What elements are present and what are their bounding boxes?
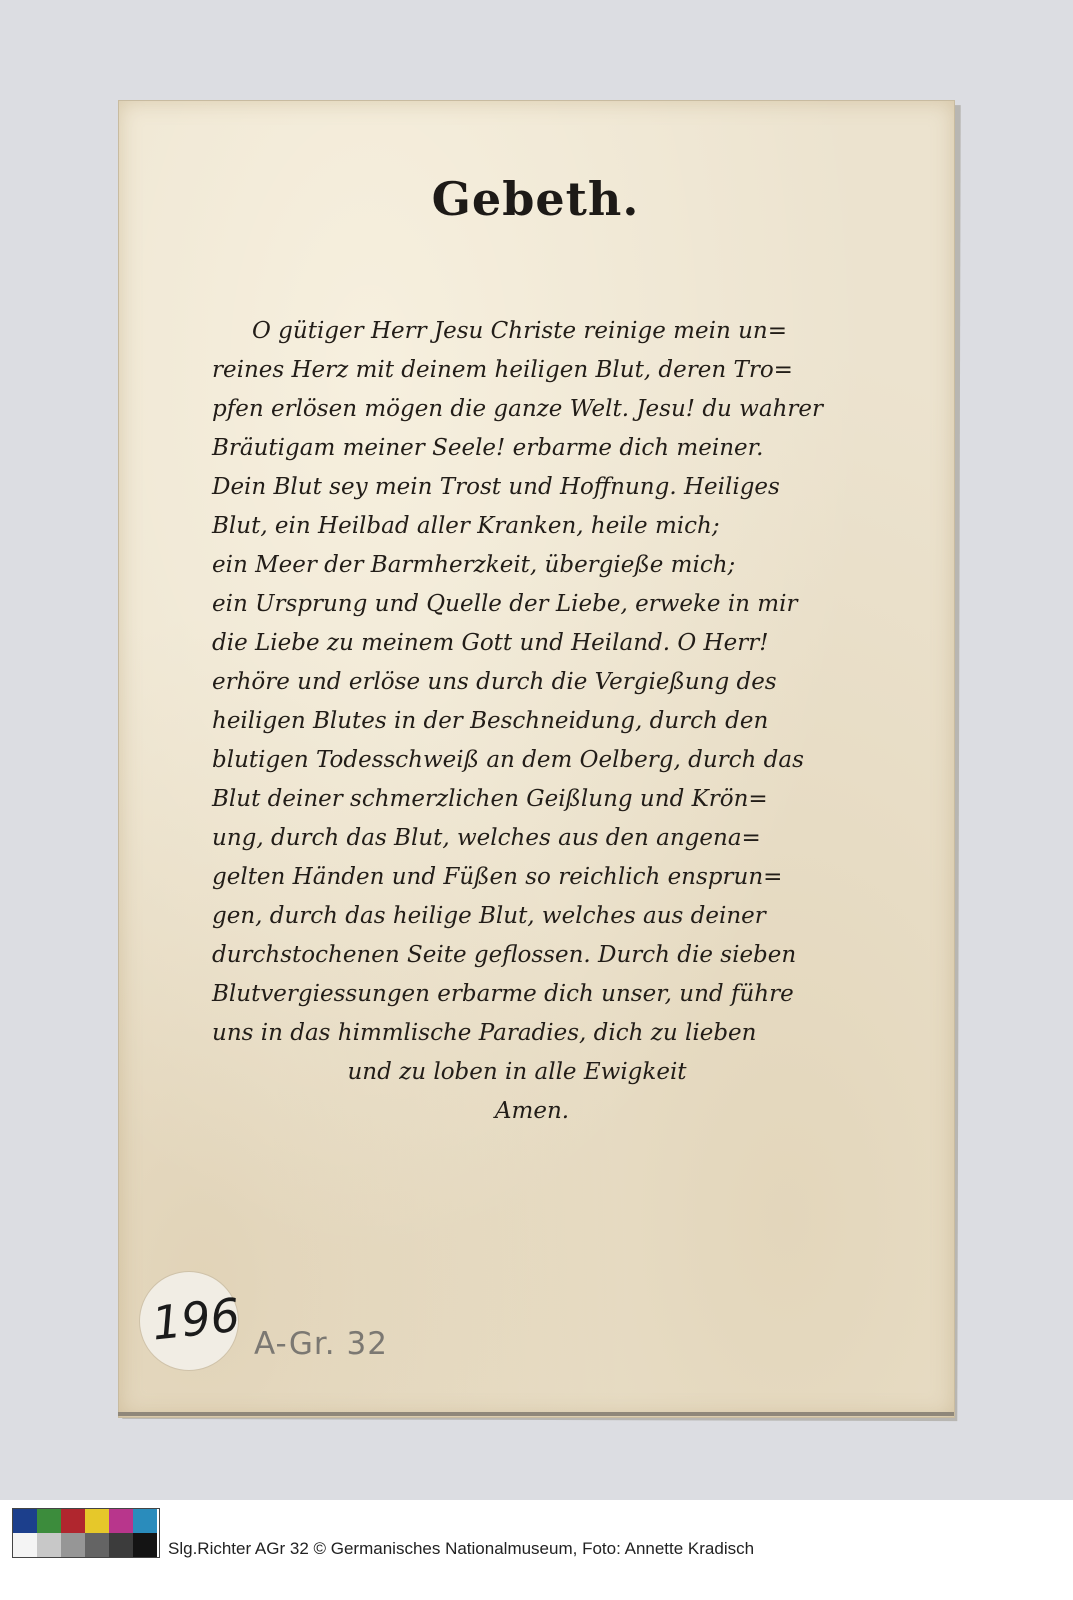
prayer-text xyxy=(212,312,882,1131)
color-swatch xyxy=(61,1533,85,1557)
text-line: gen, durch das heilige Blut, welches aus deiner xyxy=(212,903,766,929)
color-swatch xyxy=(133,1533,157,1557)
text-line: gelten Händen und Füßen so reichlich ensprun= xyxy=(212,864,783,890)
color-swatch xyxy=(37,1533,61,1557)
inventory-number: 196 xyxy=(149,1287,243,1351)
color-swatch xyxy=(85,1533,109,1557)
shelf-mark: A-Gr. 32 xyxy=(254,1326,388,1362)
text-line: Blut deiner schmerzlichen Geißlung und Krön= xyxy=(212,786,768,812)
text-line: erhöre und erlöse uns durch die Vergießung des xyxy=(212,669,777,695)
text-line: ein Meer der Barmherzkeit, übergieße mich; xyxy=(212,552,736,578)
text-line: Dein Blut sey mein Trost und Hoffnung. Heiliges xyxy=(212,474,780,500)
text-line: uns in das himmlische Paradies, dich zu lieben xyxy=(212,1020,757,1046)
photo-credit-caption: Slg.Richter AGr 32 © Germanisches Nationalmuseum, Foto: Annette Kradisch xyxy=(168,1539,755,1558)
color-calibration-chart xyxy=(12,1508,160,1558)
color-swatch xyxy=(109,1533,133,1557)
card-edge xyxy=(118,1412,954,1416)
color-swatch xyxy=(133,1509,157,1533)
text-line: pfen erlösen mögen die ganze Welt. Jesu! du wahrer xyxy=(212,396,823,422)
text-line: blutigen Todesschweiß an dem Oelberg, durch das xyxy=(212,747,804,773)
text-line: Blut, ein Heilbad aller Kranken, heile mich; xyxy=(212,513,720,539)
closing-amen: Amen. xyxy=(494,1098,570,1124)
text-line: durchstochenen Seite geflossen. Durch die sieben xyxy=(212,942,797,968)
text-line: und zu loben in alle Ewigkeit xyxy=(347,1059,687,1085)
text-line: die Liebe zu meinem Gott und Heiland. O Herr! xyxy=(212,630,769,656)
text-line: reines Herz mit deinem heiligen Blut, deren Tro= xyxy=(212,357,793,383)
color-swatch xyxy=(13,1533,37,1557)
text-line: ein Ursprung und Quelle der Liebe, erweke in mir xyxy=(212,591,798,617)
color-swatch xyxy=(109,1509,133,1533)
color-swatch xyxy=(37,1509,61,1533)
text-line: Bräutigam meiner Seele! erbarme dich meiner. xyxy=(212,435,764,461)
color-swatch xyxy=(85,1509,109,1533)
page-title: Gebeth. xyxy=(431,172,640,226)
text-line: ung, durch das Blut, welches aus den angena= xyxy=(212,825,761,851)
color-swatch xyxy=(13,1509,37,1533)
color-swatch xyxy=(61,1509,85,1533)
text-line: heiligen Blutes in der Beschneidung, durch den xyxy=(212,708,769,734)
text-line: Blutvergiessungen erbarme dich unser, und führe xyxy=(212,981,794,1007)
text-line: O gütiger Herr Jesu Christe reinige mein un= xyxy=(252,318,787,344)
